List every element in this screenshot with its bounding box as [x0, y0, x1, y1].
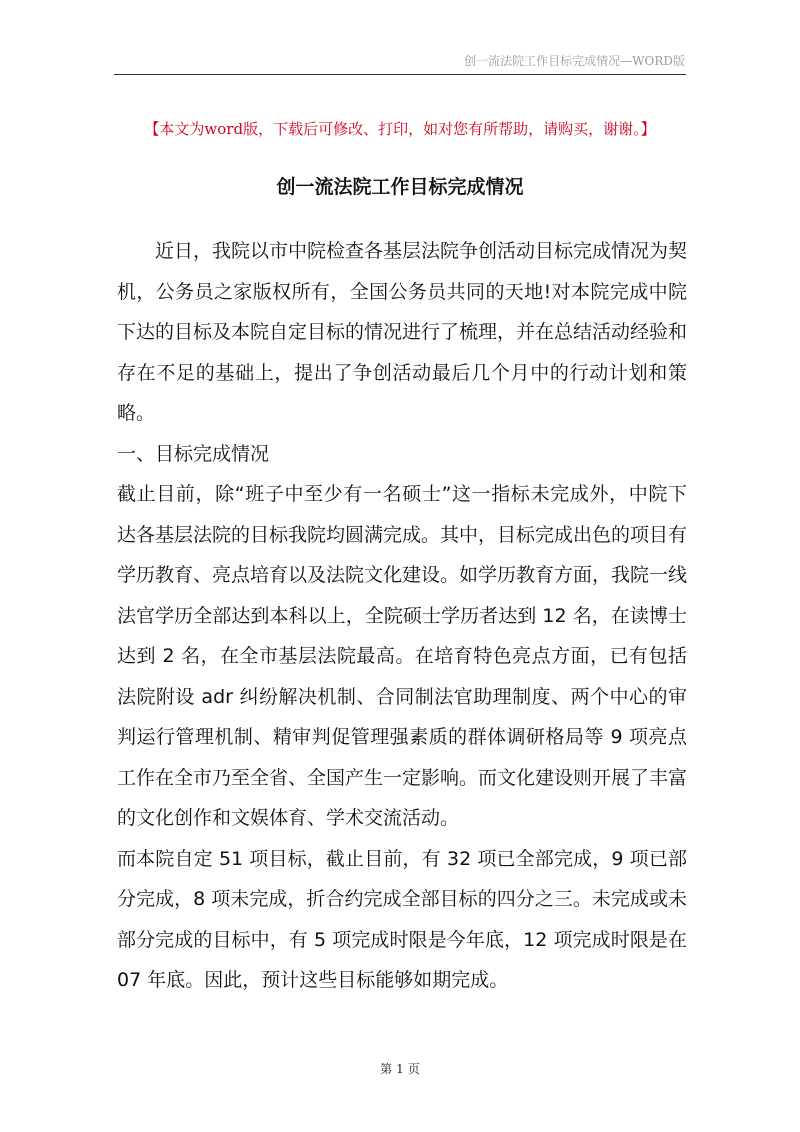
purchase-notice: 【本文为word版，下载后可修改、打印，如对您有所帮助，请购买，谢谢。】: [144, 120, 656, 138]
header-divider: [114, 74, 686, 75]
document-body: [117, 231, 687, 1001]
section-heading: 一、目标完成情况: [117, 442, 270, 465]
paragraph-targets: 截止目前，除“班子中至少有一名硕士”这一指标未完成外，中院下达各基层法院的目标我院均圆满完成。其中，目标完成出色的项目有学历教育、亮点培育以及法院文化建设。如学历教育方面，我院一线法官学历全部达到本科以上，全院硕士学历者达到 12 名，在读博士达到 2 名，在全市基层法院最高。在培育特色亮点方面，已有包括法院附设 adr 纠纷解决机制、合同制法官助理制度、两个中心的审判运行管理机制、精审判促管理强素质的群体调研格局等 9 项亮点工作在全市乃至全省、全国产生一定影响。而文化建设则开展了丰富的文化创作和文娱体育、学术交流活动。: [117, 483, 688, 829]
paragraph-intro: 近日，我院以市中院检查各基层法院争创活动目标完成情况为契机，公务员之家版权所有，全国公务员共同的天地!对本院完成中院下达的目标及本院自定目标的情况进行了梳理，并在总结活动经验和存在不足的基础上，提出了争创活动最后几个月中的行动计划和策略。: [117, 240, 688, 424]
document-title: 创一流法院工作目标完成情况: [276, 176, 524, 198]
page-footer: [0, 1060, 800, 1077]
paragraph-self-targets: 而本院自定 51 项目标，截止目前，有 32 项已全部完成，9 项已部分完成，8 项未完成，折合约完成全部目标的四分之三。未完成或未部分完成的目标中，有 5 项完成时限是今年底，12 项完成时限是在 07 年底。因此，预计这些目标能够如期完成。: [117, 847, 687, 991]
page-number: 1: [396, 1062, 404, 1076]
page-suffix: 页: [407, 1062, 420, 1076]
page-prefix: 第: [380, 1062, 393, 1076]
running-header: 创一流法院工作目标完成情况—WORD版: [464, 54, 685, 68]
